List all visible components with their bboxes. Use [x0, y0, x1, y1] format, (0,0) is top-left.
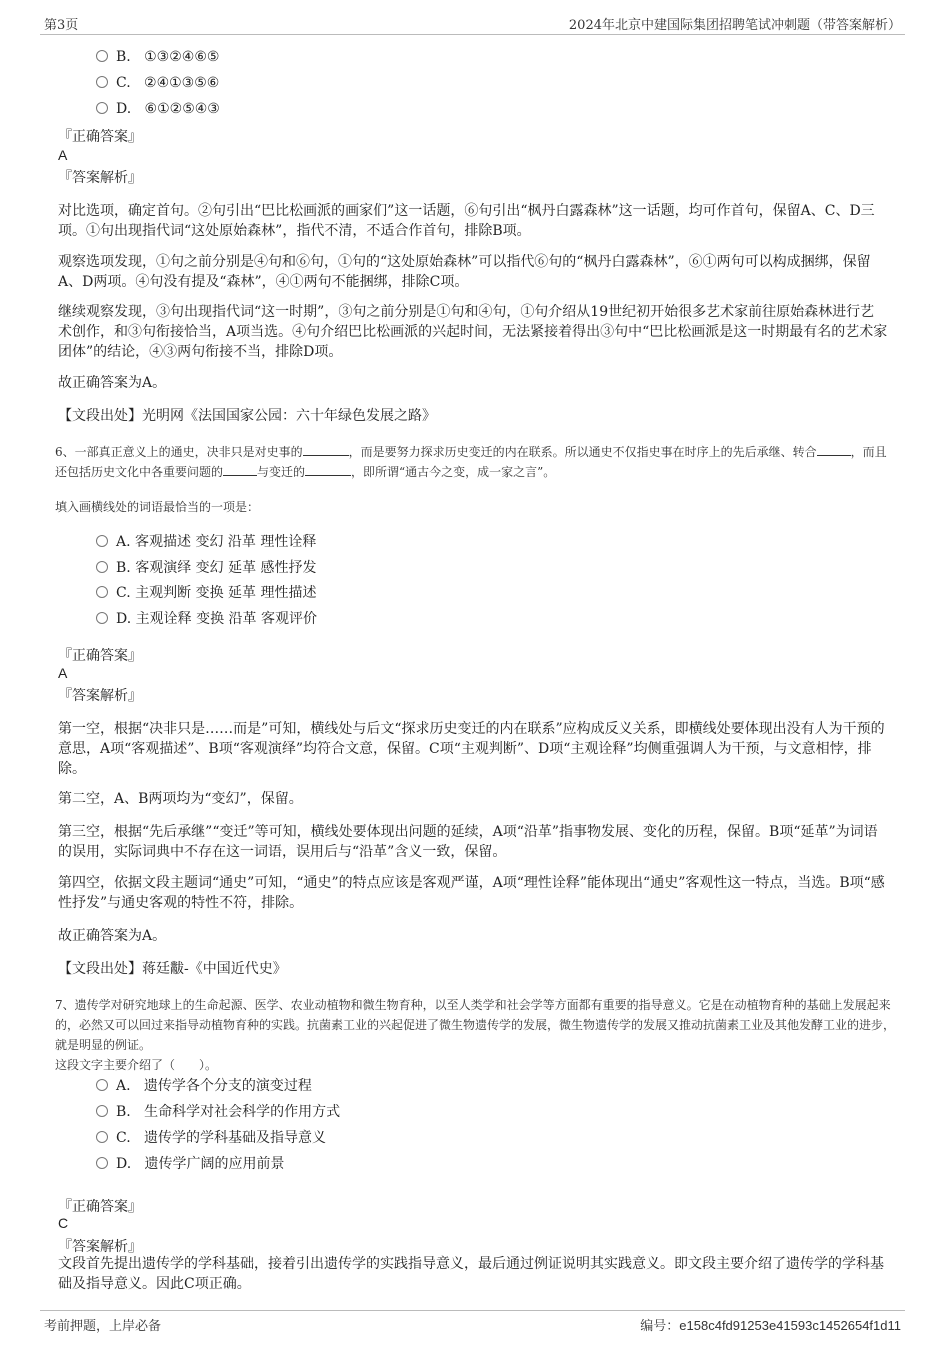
q6-analysis-4: 第四空，依据文段主题词“通史”可知，“通史”的特点应该是客观严谨，A项“理性诠释”能体现出“通史”客观性这一特点，当选。B项“感性抒发”与通史客观的特性不符，排除。 [58, 875, 885, 911]
q6-analysis-label: 『答案解析』 [58, 688, 142, 704]
q7-option-c[interactable]: C. 遗传学的学科基础及指导意义 [96, 1127, 326, 1149]
q7-option-d[interactable]: D. 遗传学广阔的应用前景 [96, 1153, 285, 1175]
q7-answer: C [58, 1215, 69, 1231]
q6-answer-label: 『正确答案』 [58, 648, 142, 664]
q7-option-a[interactable]: A. 遗传学各个分支的演变过程 [96, 1075, 312, 1097]
q6-option-c[interactable]: C. 主观判断 变换 延革 理性描述 [96, 582, 316, 604]
q5-analysis-2: 观察选项发现，①句之前分别是④句和⑥句，①句的“这处原始森林”可以指代⑥句的“枫丹白露森林”，⑥①两句可以构成捆绑，保留A、D两项。④句没有提及“森林”，④①两句不能捆绑，排除C项。 [58, 254, 871, 290]
page-header [40, 10, 905, 35]
q6-option-a[interactable]: A. 客观描述 变幻 沿革 理性诠释 [96, 531, 316, 553]
footer-slogan: 考前押题，上岸必备 [44, 1319, 162, 1334]
q5-analysis-1: 对比选项，确定首句。②句引出“巴比松画派的画家们”这一话题，⑥句引出“枫丹白露森林”这一话题，均可作首句，保留A、C、D三项。①句出现指代词“这处原始森林”，指代不清，不适合作首句，排除B项。 [58, 203, 875, 239]
q6-prompt: 填入画横线处的词语最恰当的一项是： [55, 500, 260, 514]
q5-option-d[interactable]: D. ⑥①②⑤④③ [96, 98, 220, 120]
q6-answer: A [58, 665, 68, 681]
q7-prompt: 这段文字主要介绍了（ ）。 [55, 1058, 218, 1072]
radio-icon[interactable] [96, 561, 108, 573]
q6-conclusion: 故正确答案为A。 [58, 928, 167, 944]
radio-icon[interactable] [96, 1105, 108, 1117]
q6-source: 【文段出处】蒋廷黻-《中国近代史》 [58, 961, 287, 977]
q5-option-b[interactable]: B. ①③②④⑥⑤ [96, 46, 219, 68]
q6-analysis-2: 第二空，A、B两项均为“变幻”，保留。 [58, 791, 303, 807]
q6-option-d[interactable]: D. 主观诠释 变换 沿革 客观评价 [96, 608, 317, 630]
radio-icon[interactable] [96, 586, 108, 598]
q5-analysis-3: 继续观察发现，③句出现指代词“这一时期”，③句之前分别是①句和④句，①句介绍从19世纪初开始很多艺术家前往原始森林进行艺术创作，和③句衔接恰当，A项当选。④句介绍巴比松画派的兴起时间，无法紧接着得出③句中“巴比松画派是这一时期最有名的艺术家团体”的结论，④③两句衔接不当，排除D项。 [58, 304, 888, 360]
q7-answer-label: 『正确答案』 [58, 1199, 142, 1215]
page-footer [40, 1310, 905, 1335]
document-id: 编号：e158c4fd91253e41593c1452654f1d11 [640, 1318, 901, 1333]
radio-icon[interactable] [96, 612, 108, 624]
q5-conclusion: 故正确答案为A。 [58, 375, 167, 391]
q6-option-b[interactable]: B. 客观演绎 变幻 延革 感性抒发 [96, 557, 317, 579]
q7-stem: 7、遗传学对研究地球上的生命起源、医学、农业动植物和微生物育种，以至人类学和社会学等方面都有重要的指导意义。它是在动植物育种的基础上发展起来的，必然又可以回过来指导动植物育种的实践。抗菌素工业的兴起促进了微生物遗传学的发展，微生物遗传学的发展又推动抗菌素工业及其他发酵工业的进步，就是明显的例证。 [55, 998, 896, 1052]
radio-icon[interactable] [96, 76, 108, 88]
q6-stem: 6、一部真正意义上的通史，决非只是对史事的 ，而是要努力探求历史变迁的内在联系。所以通史不仅指史事在时序上的先后承继、转合 ，而且还包括历史文化中各重要问题的 与变迁的 ，即所谓“通古今之变，成一家之言”。 [55, 445, 887, 479]
q7-option-b[interactable]: B. 生命科学对社会科学的作用方式 [96, 1101, 340, 1123]
q7-analysis: 文段首先提出遗传学的学科基础，接着引出遗传学的实践指导意义，最后通过例证说明其实践意义。即文段主要介绍了遗传学的学科基础及指导意义。因此C项正确。 [58, 1256, 884, 1292]
radio-icon[interactable] [96, 1079, 108, 1091]
q5-answer-label: 『正确答案』 [58, 129, 142, 145]
q5-answer: A [58, 147, 68, 163]
radio-icon[interactable] [96, 1131, 108, 1143]
page-number: 第3页 [44, 18, 79, 33]
q6-analysis-1: 第一空，根据“决非只是……而是”可知，横线处与后文“探求历史变迁的内在联系”应构成反义关系，即横线处要体现出没有人为干预的意思，A项“客观描述”、B项“客观演绎”均符合文意，保留。C项“主观判断”、D项“主观诠释”均侧重强调人为干预，与文意相悖，排除。 [58, 721, 885, 777]
document-title: 2024年北京中建国际集团招聘笔试冲刺题（带答案解析） [568, 18, 901, 33]
radio-icon[interactable] [96, 1157, 108, 1169]
radio-icon[interactable] [96, 50, 108, 62]
q5-option-c[interactable]: C. ②④①③⑤⑥ [96, 72, 219, 94]
q6-analysis-3: 第三空，根据“先后承继”“变迁”等可知，横线处要体现出问题的延续，A项“沿革”指事物发展、变化的历程，保留。B项“延革”为词语的误用，实际词典中不存在这一词语，误用后与“沿革”含义一致，保留。 [58, 824, 878, 860]
radio-icon[interactable] [96, 102, 108, 114]
q5-analysis-label: 『答案解析』 [58, 170, 142, 186]
q7-analysis-label: 『答案解析』 [58, 1239, 142, 1255]
q5-source: 【文段出处】光明网《法国国家公园：六十年绿色发展之路》 [58, 408, 436, 424]
radio-icon[interactable] [96, 535, 108, 547]
